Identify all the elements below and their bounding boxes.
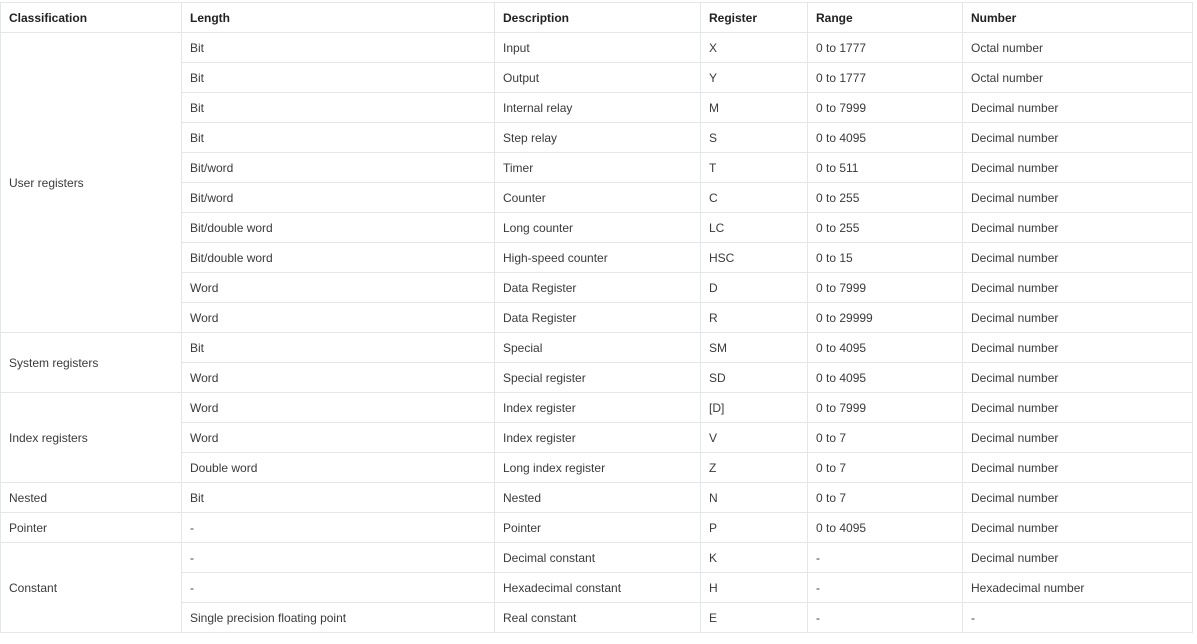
cell-register: R	[701, 303, 808, 333]
cell-register: LC	[701, 213, 808, 243]
cell-register: K	[701, 543, 808, 573]
cell-range: 0 to 255	[808, 183, 963, 213]
cell-number: Hexadecimal number	[963, 573, 1193, 603]
cell-description: Long counter	[495, 213, 701, 243]
cell-number: Decimal number	[963, 453, 1193, 483]
cell-classification: Nested	[1, 483, 182, 513]
cell-register: Y	[701, 63, 808, 93]
cell-number: Decimal number	[963, 213, 1193, 243]
cell-register: P	[701, 513, 808, 543]
cell-description: Index register	[495, 393, 701, 423]
header-range: Range	[808, 3, 963, 33]
cell-number: Decimal number	[963, 543, 1193, 573]
cell-range: 0 to 7999	[808, 393, 963, 423]
header-description: Description	[495, 3, 701, 33]
cell-length: Bit/word	[182, 183, 495, 213]
cell-length: -	[182, 513, 495, 543]
table-body	[1, 33, 1193, 633]
cell-length: Bit/double word	[182, 213, 495, 243]
cell-length: Word	[182, 363, 495, 393]
cell-register: V	[701, 423, 808, 453]
register-table	[0, 2, 1193, 633]
cell-length: Word	[182, 273, 495, 303]
cell-length: Bit	[182, 33, 495, 63]
cell-range: 0 to 7999	[808, 273, 963, 303]
cell-register: C	[701, 183, 808, 213]
cell-description: Input	[495, 33, 701, 63]
cell-number: Decimal number	[963, 513, 1193, 543]
cell-length: Single precision floating point	[182, 603, 495, 633]
cell-register: X	[701, 33, 808, 63]
cell-register: D	[701, 273, 808, 303]
cell-description: Special	[495, 333, 701, 363]
cell-classification: System registers	[1, 333, 182, 393]
cell-number: Octal number	[963, 33, 1193, 63]
cell-range: 0 to 7999	[808, 93, 963, 123]
cell-length: Word	[182, 423, 495, 453]
cell-range: -	[808, 603, 963, 633]
table-row	[1, 33, 1193, 63]
cell-length: Word	[182, 303, 495, 333]
cell-range: 0 to 1777	[808, 33, 963, 63]
cell-description: Nested	[495, 483, 701, 513]
header-length: Length	[182, 3, 495, 33]
cell-length: -	[182, 543, 495, 573]
cell-range: -	[808, 573, 963, 603]
cell-length: Bit/word	[182, 153, 495, 183]
table-header	[1, 3, 1193, 33]
cell-number: Decimal number	[963, 423, 1193, 453]
cell-range: 0 to 7	[808, 453, 963, 483]
cell-register: SM	[701, 333, 808, 363]
cell-description: Output	[495, 63, 701, 93]
cell-register: N	[701, 483, 808, 513]
cell-range: 0 to 4095	[808, 123, 963, 153]
table-row	[1, 393, 1193, 423]
cell-number: Decimal number	[963, 243, 1193, 273]
cell-length: Bit/double word	[182, 243, 495, 273]
cell-description: Timer	[495, 153, 701, 183]
header-classification: Classification	[1, 3, 182, 33]
cell-number: Decimal number	[963, 333, 1193, 363]
cell-number: Decimal number	[963, 273, 1193, 303]
cell-range: 0 to 15	[808, 243, 963, 273]
table-row	[1, 543, 1193, 573]
cell-number: Decimal number	[963, 183, 1193, 213]
cell-register: [D]	[701, 393, 808, 423]
cell-range: 0 to 255	[808, 213, 963, 243]
cell-register: H	[701, 573, 808, 603]
cell-number: Decimal number	[963, 483, 1193, 513]
cell-range: -	[808, 543, 963, 573]
cell-number: Octal number	[963, 63, 1193, 93]
cell-description: Long index register	[495, 453, 701, 483]
cell-description: Step relay	[495, 123, 701, 153]
cell-range: 0 to 4095	[808, 363, 963, 393]
cell-length: Bit	[182, 483, 495, 513]
cell-number: Decimal number	[963, 153, 1193, 183]
table-row	[1, 513, 1193, 543]
cell-length: Bit	[182, 63, 495, 93]
cell-description: Decimal constant	[495, 543, 701, 573]
cell-description: High-speed counter	[495, 243, 701, 273]
cell-length: -	[182, 573, 495, 603]
cell-register: E	[701, 603, 808, 633]
table-row	[1, 483, 1193, 513]
header-row	[1, 3, 1193, 33]
cell-classification: User registers	[1, 33, 182, 333]
cell-length: Word	[182, 393, 495, 423]
register-table-container	[0, 2, 1197, 633]
cell-description: Counter	[495, 183, 701, 213]
cell-description: Real constant	[495, 603, 701, 633]
cell-register: HSC	[701, 243, 808, 273]
cell-register: Z	[701, 453, 808, 483]
table-row	[1, 333, 1193, 363]
cell-length: Bit	[182, 123, 495, 153]
cell-number: -	[963, 603, 1193, 633]
cell-classification: Index registers	[1, 393, 182, 483]
cell-description: Pointer	[495, 513, 701, 543]
cell-number: Decimal number	[963, 303, 1193, 333]
cell-register: SD	[701, 363, 808, 393]
cell-register: T	[701, 153, 808, 183]
cell-range: 0 to 7	[808, 483, 963, 513]
cell-number: Decimal number	[963, 393, 1193, 423]
cell-number: Decimal number	[963, 363, 1193, 393]
cell-range: 0 to 511	[808, 153, 963, 183]
cell-register: M	[701, 93, 808, 123]
cell-number: Decimal number	[963, 123, 1193, 153]
cell-length: Bit	[182, 333, 495, 363]
cell-range: 0 to 4095	[808, 333, 963, 363]
cell-description: Special register	[495, 363, 701, 393]
cell-length: Double word	[182, 453, 495, 483]
cell-description: Index register	[495, 423, 701, 453]
cell-range: 0 to 1777	[808, 63, 963, 93]
cell-description: Hexadecimal constant	[495, 573, 701, 603]
cell-classification: Constant	[1, 543, 182, 633]
header-register: Register	[701, 3, 808, 33]
cell-range: 0 to 4095	[808, 513, 963, 543]
cell-register: S	[701, 123, 808, 153]
cell-number: Decimal number	[963, 93, 1193, 123]
cell-range: 0 to 7	[808, 423, 963, 453]
cell-description: Internal relay	[495, 93, 701, 123]
cell-classification: Pointer	[1, 513, 182, 543]
cell-range: 0 to 29999	[808, 303, 963, 333]
header-number: Number	[963, 3, 1193, 33]
cell-description: Data Register	[495, 273, 701, 303]
cell-description: Data Register	[495, 303, 701, 333]
cell-length: Bit	[182, 93, 495, 123]
